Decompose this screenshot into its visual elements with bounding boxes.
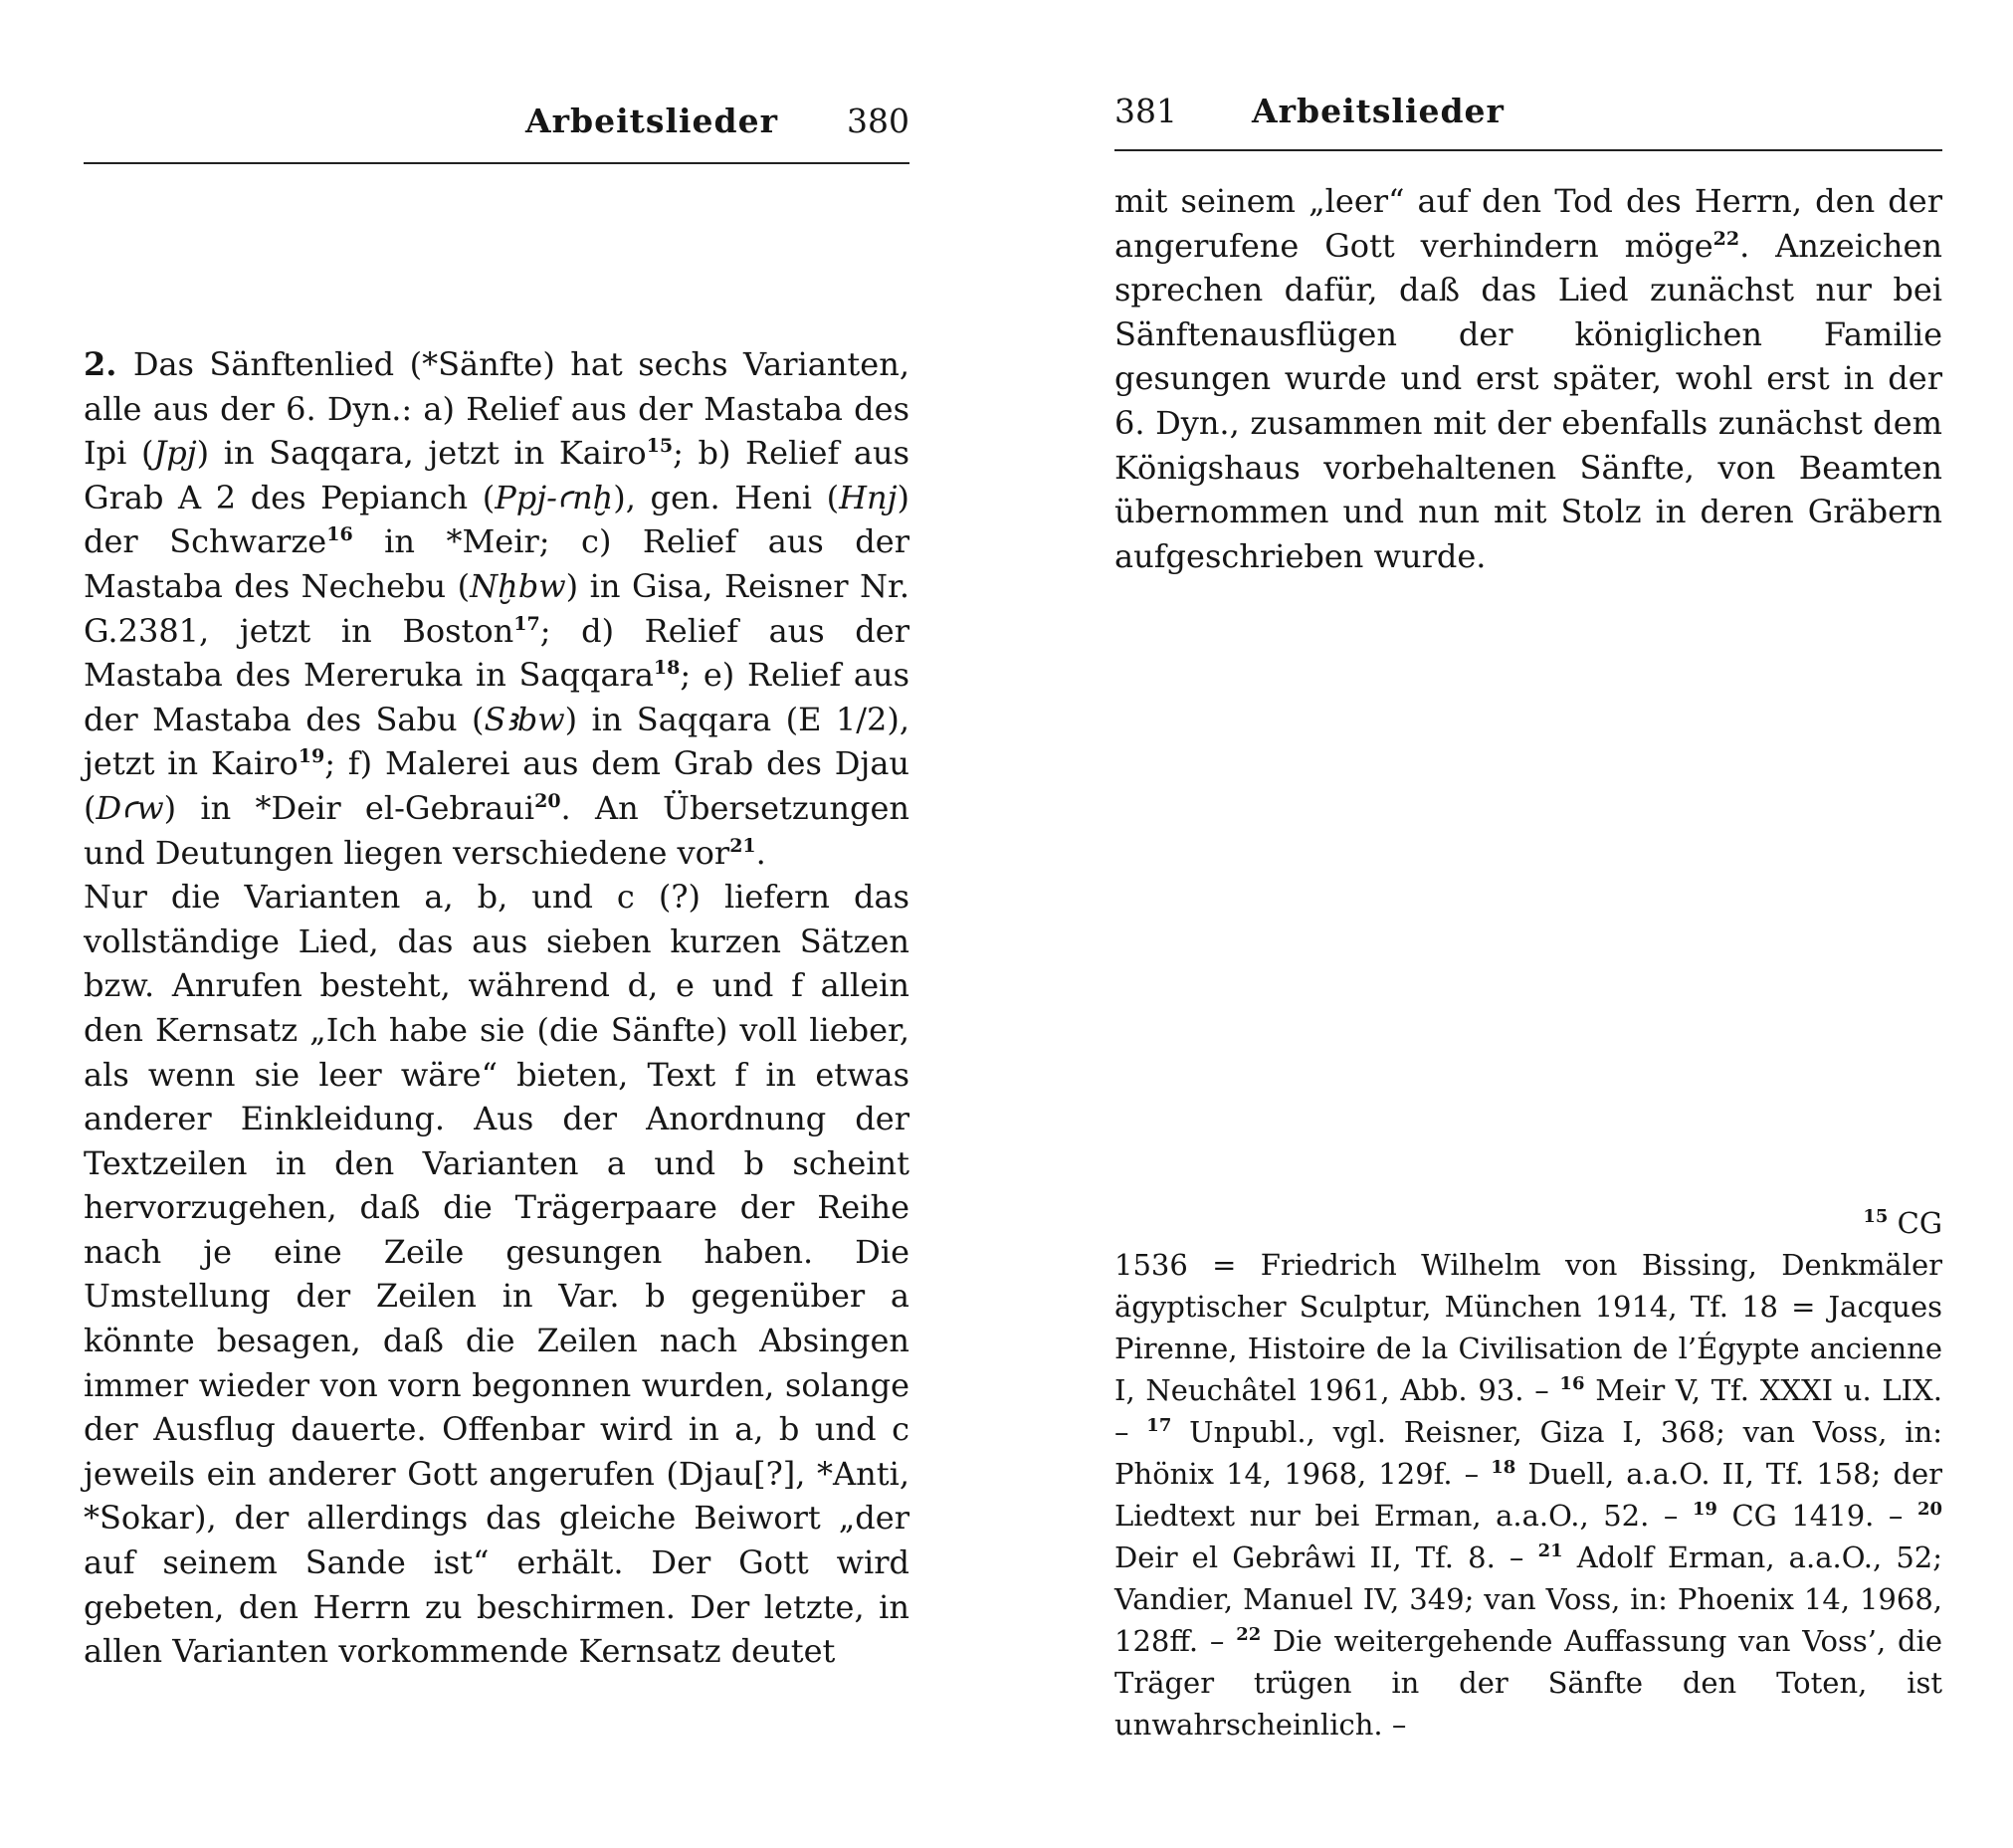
text-run: ; e) Relief aus der Mastaba des Sabu ( [84,656,910,738]
footnote-ref-19: 19 [1692,1499,1717,1520]
text-run: . [755,833,766,872]
text-run: ; d) Relief aus der Mastaba des Mereruka in Saqqara [84,611,909,695]
transliteration: Dꜥw [96,788,164,827]
transliteration: Nḫbw [470,566,566,605]
footnote-ref-17: 17 [1146,1415,1172,1436]
footnote-ref-20: 20 [534,789,561,812]
transliteration: Ppj-ꜥnḫ [495,478,614,516]
right-page [1114,0,1942,1848]
footnote-ref-22: 22 [1712,227,1740,250]
footnote-ref-19: 19 [298,745,325,768]
footnote-ref-22: 22 [1236,1624,1262,1645]
footnote-number-15: 15 [1863,1206,1889,1227]
text-run: Meir V, Tf. XXXI u. LIX. – [1114,1373,1942,1449]
left-running-header [84,102,909,151]
text-run: Nur die Varianten a, b, und c (?) liefern das vollständige Lied, das aus sieben kurzen Sätzen bzw. Anrufen besteht, während d, e und f allein den Kernsatz „Ich habe sie (die Sänfte) voll lieber, als wenn sie leer wäre“ bieten, Text f in etwas anderer Einkleidung. Aus der Anordnung der Textzeilen in den Varianten a und b scheint hervorzugehen, daß die Trägerpaare der Reihe nach je eine Zeile gesungen haben. Die Umstellung der Zeilen in Var. b gegenüber a könnte besagen, daß die Zeilen nach Absingen immer wieder von vorn begonnen wurden, solange der Ausflug dauerte. Offenbar wird in a, b und c jeweils ein anderer Gott angerufen (Djau[?], *Anti, *Sokar), der allerdings das gleiche Beiwort „der auf seinem Sande ist“ erhält. Der Gott wird gebeten, den Herrn zu beschirmen. Der letzte, in allen Varianten vorkommende Kernsatz deutet [84,878,909,1671]
paragraph-continuation [1114,179,1942,578]
transliteration: Sꜣbw [484,700,565,738]
text-run: Das Sänftenlied (*Sänfte) hat sechs Varianten, alle aus der 6. Dyn.: a) Relief aus der Mastaba des Ipi ( [84,345,910,473]
text-run: ) in Saqqara (E 1/2), jetzt in Kairo [84,700,909,783]
transliteration: Hnj [839,478,898,516]
footnotes [1114,1202,1942,1745]
left-header-rule [84,162,909,164]
footnote-ref-16: 16 [1559,1373,1585,1394]
text-run: ) der Schwarze [84,478,910,561]
text-run: . An Übersetzungen und Deutungen liegen verschiedene vor [84,788,910,872]
left-page-number: 380 [847,102,909,140]
paragraph-varianten [84,875,909,1674]
text-run: Unpubl., vgl. Reisner, Giza I, 368; van Voss, in: Phönix 14, 1968, 129f. – [1114,1415,1943,1491]
left-running-title: Arbeitslieder [525,102,778,140]
paragraph-saenftenlied [84,342,909,875]
footnote-ref-21: 21 [729,834,756,857]
text-run: mit seinem „leer“ auf den Tod des Herrn, den der angerufene Gott verhindern möge [1114,182,1942,265]
text-run: in *Meir; c) Relief aus der Mastaba des Nechebu ( [84,522,910,605]
text-run: ; b) Relief aus Grab A 2 des Pepianch ( [84,434,909,516]
footnote-ref-17: 17 [513,612,540,635]
right-page-number: 381 [1114,92,1177,130]
footnote-lead [1114,1202,1942,1244]
text-run: ; f) Malerei aus dem Grab des Djau ( [84,744,910,827]
text-run: ) in *Deir el-Gebraui [163,788,535,827]
right-body-text [1114,179,1942,578]
text-run: Adolf Erman, a.a.O., 52; Vandier, Manuel IV, 349; van Voss, in: Phoenix 14, 1968, 128ff. – [1114,1540,1943,1658]
text-run: Duell, a.a.O. II, Tf. 158; der Liedtext nur bei Erman, a.a.O., 52. – [1114,1457,1942,1533]
footnote-ref-18: 18 [653,657,681,680]
text-run: ), gen. Heni ( [613,478,840,516]
section-number: 2. [84,345,133,383]
left-body-text [84,342,909,1674]
footnote-lead-text: CG [1897,1206,1942,1240]
text-run: CG 1419. – [1716,1499,1917,1533]
left-page [84,0,909,1848]
text-run: Deir el Gebrâwi II, Tf. 8. – [1114,1540,1538,1574]
footnote-ref-21: 21 [1537,1540,1563,1561]
right-header-rule [1114,149,1942,151]
text-run: ) in Saqqara, jetzt in Kairo [196,434,647,473]
text-run: Die weitergehende Auffassung van Voss’, die Träger trügen in der Sänfte den Toten, ist unwahrscheinlich. – [1114,1624,1942,1742]
text-run: 1536 = Friedrich Wilhelm von Bissing, Denkmäler ägyptischer Sculptur, München 1914, Tf. 18 = Jacques Pirenne, Histoire de la Civilisation de l’Égypte ancienne I, Neuchâtel 1961, Abb. 93. – [1114,1248,1942,1407]
footnote-ref-15: 15 [646,435,674,458]
right-running-header [1114,92,1942,141]
footnote-ref-20: 20 [1916,1499,1942,1520]
transliteration: Jpj [153,434,197,473]
text-run: . Anzeichen sprechen dafür, daß das Lied zunächst nur bei Sänftenausflügen der königlichen Familie gesungen wurde und erst später, wohl erst in der 6. Dyn., zusammen mit der ebenfalls zunächst dem Königshaus vorbehaltenen Sänfte, von Beamten übernommen und nun mit Stolz in deren Gräbern aufgeschrieben wurde. [1114,226,1943,575]
footnote-ref-18: 18 [1491,1457,1516,1478]
text-run: ) in Gisa, Reisner Nr. G.2381, jetzt in Boston [84,566,910,650]
footnote-ref-16: 16 [326,523,353,546]
right-running-title: Arbeitslieder [1252,92,1505,130]
footnote-text [1114,1244,1942,1745]
